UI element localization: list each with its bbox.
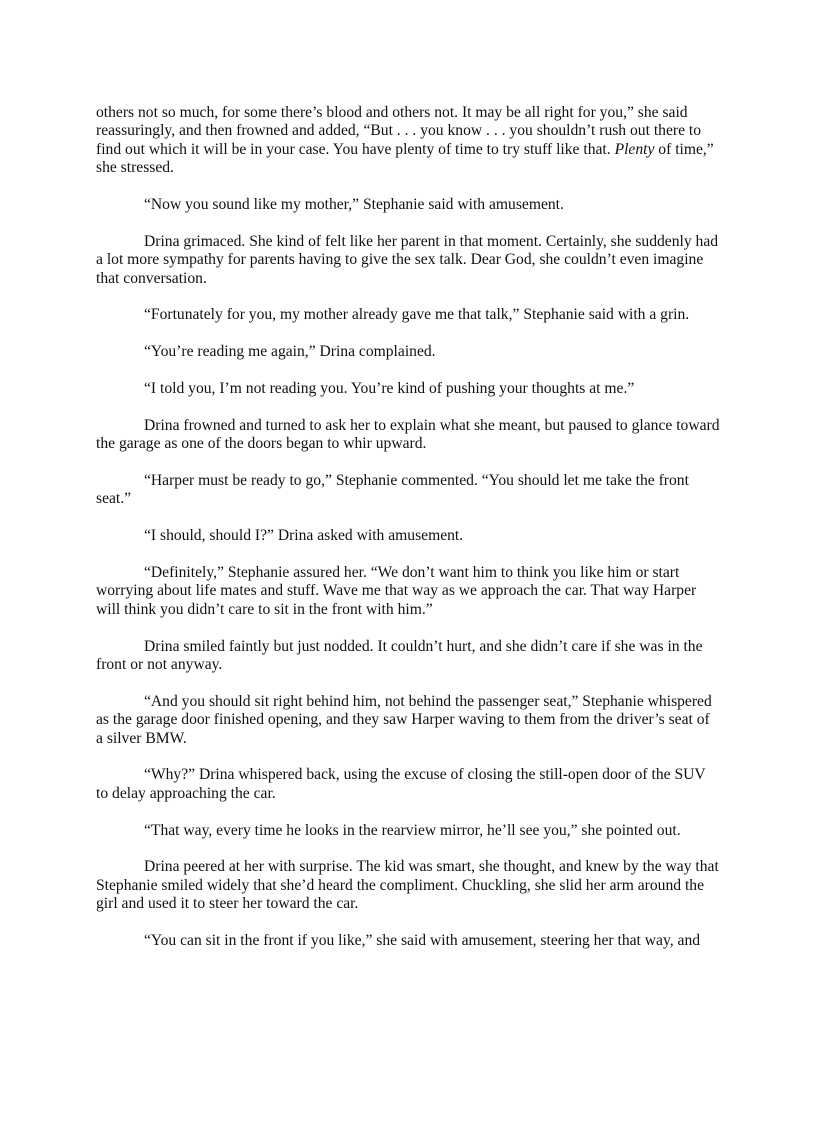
paragraph-text: of time,” she stressed.	[96, 140, 714, 177]
paragraph: “Now you sound like my mother,” Stephanie said with amusement.	[144, 196, 564, 214]
paragraph: Drina smiled faintly but just nodded. It couldn’t hurt, and she didn’t care if she was in the front or not anyway.	[96, 637, 703, 674]
paragraph: “Harper must be ready to go,” Stephanie commented. “You should let me take the front seat.”	[96, 472, 689, 508]
paragraph: Drina grimaced. She kind of felt like her parent in that moment. Certainly, she suddenly had a lot more sympathy for parents having to give the sex talk. Dear God, she couldn’t even imagine that conversation.	[96, 232, 719, 287]
emphasis-text: Plenty	[614, 140, 655, 158]
paragraph: “Why?” Drina whispered back, using the excuse of closing the still-open door of the SUV to delay approaching the car.	[96, 766, 706, 802]
paragraph: Drina frowned and turned to ask her to explain what she meant, but paused to glance toward the garage as one of the doors began to whir upward.	[96, 416, 720, 453]
document-page	[96, 104, 720, 969]
paragraph	[96, 104, 720, 178]
paragraph: “You’re reading me again,” Drina complained.	[144, 343, 436, 361]
paragraph: “Definitely,” Stephanie assured her. “We don’t want him to think you like him or start worrying about life mates and stuff. Wave me that way as we approach the car. That way Harper will think you didn’t care to sit in the front with him.”	[96, 564, 697, 618]
paragraph: “Fortunately for you, my mother already gave me that talk,” Stephanie said with a grin.	[144, 306, 690, 324]
paragraph: “You can sit in the front if you like,” she said with amusement, steering her that way, and	[144, 932, 701, 950]
paragraph: “And you should sit right behind him, not behind the passenger seat,” Stephanie whispered as the garage door finished opening, and they saw Harper waving to them from the driver’s seat of a silver BMW.	[96, 692, 712, 747]
paragraph: Drina peered at her with surprise. The kid was smart, she thought, and knew by the way that Stephanie smiled widely that she’d heard the compliment. Chuckling, she slid her arm around the girl and used it to steer her toward the car.	[96, 858, 719, 913]
paragraph: “I told you, I’m not reading you. You’re kind of pushing your thoughts at me.”	[144, 380, 635, 398]
paragraph: “That way, every time he looks in the rearview mirror, he’ll see you,” she pointed out.	[144, 821, 681, 839]
paragraph: “I should, should I?” Drina asked with amusement.	[144, 527, 464, 545]
paragraph-text: others not so much, for some there’s blood and others not. It may be all right for you,” she said reassuringly, and then frowned and added, “But . . . you know . . . you shouldn’t rush out there to find out which it will be in your case. You have plenty of time to try stuff like that.	[96, 104, 702, 158]
